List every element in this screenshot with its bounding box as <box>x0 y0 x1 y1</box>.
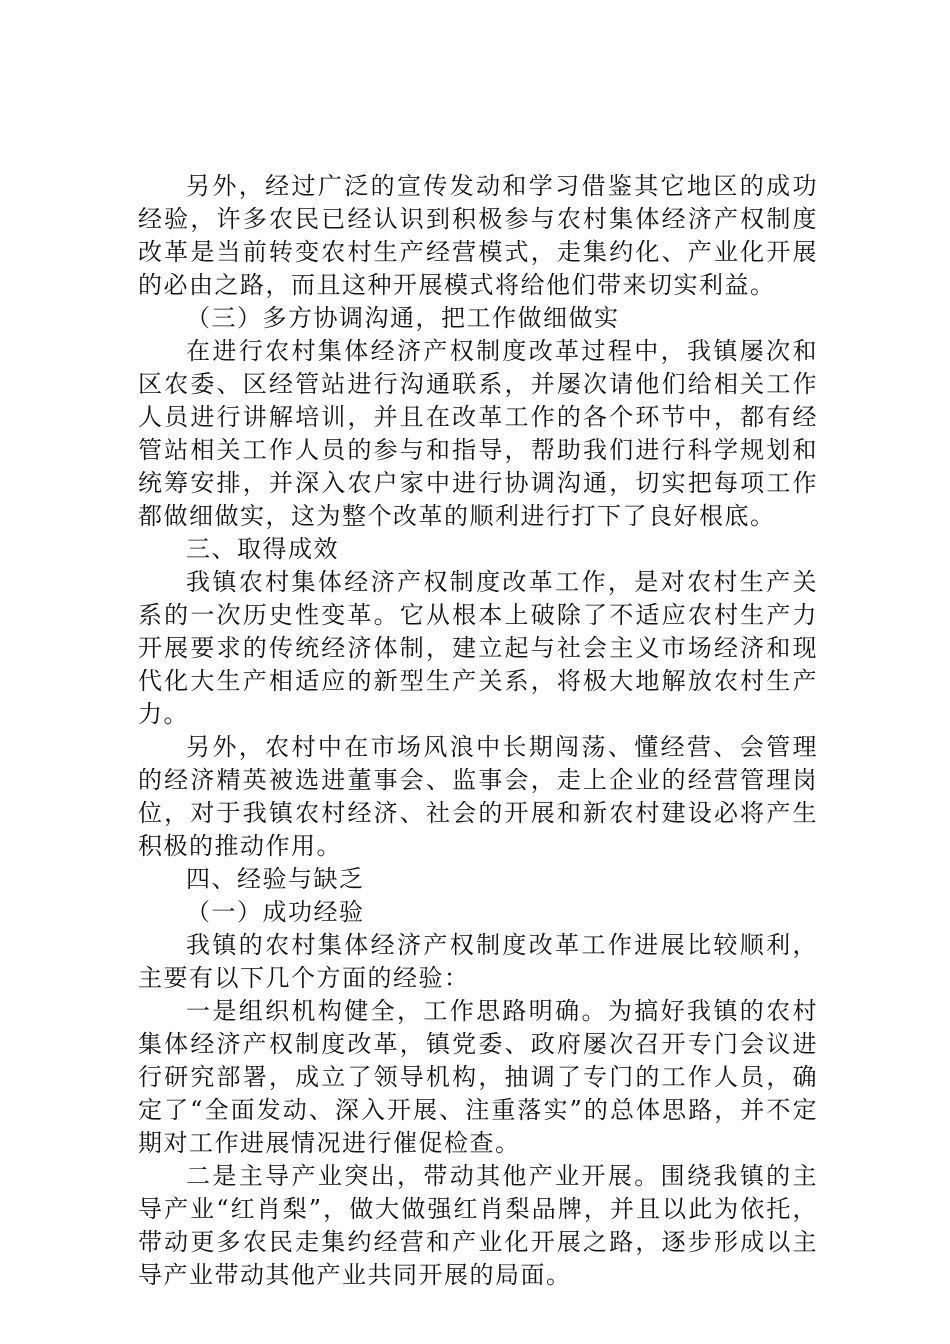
paragraph-4: 另外，农村中在市场风浪中长期闯荡、懂经营、会管理的经济精英被选进董事会、监事会，走上企业的经营管理岗位，对于我镇农村经济、社会的开展和新农村建设必将产生积极的推动作用。 <box>138 733 818 860</box>
section-heading-3: 三、取得成效 <box>186 535 339 563</box>
section-heading-4: 四、经验与缺乏 <box>186 865 365 893</box>
document-body <box>138 170 818 1292</box>
subsection-heading-3: （三）多方协调沟通，把工作做细做实 <box>186 304 620 332</box>
subsection-heading-1: （一）成功经验 <box>186 898 365 926</box>
paragraph-1: 另外，经过广泛的宣传发动和学习借鉴其它地区的成功经验，许多农民已经认识到积极参与农村集体经济产权制度改革是当前转变农村生产经营模式，走集约化、产业化开展的必由之路，而且这种开展模式将给他们带来切实利益。 <box>138 172 818 299</box>
paragraph-7: 二是主导产业突出，带动其他产业开展。围绕我镇的主导产业“红肖梨”，做大做强红肖梨品牌，并且以此为依托，带动更多农民走集约经营和产业化开展之路，逐步形成以主导产业带动其他产业共同开展的局面。 <box>138 1162 818 1289</box>
paragraph-6: 一是组织机构健全，工作思路明确。为搞好我镇的农村集体经济产权制度改革，镇党委、政府屡次召开专门会议进行研究部署，成立了领导机构，抽调了专门的工作人员，确定了“全面发动、深入开展、注重落实”的总体思路，并不定期对工作进展情况进行催促检查。 <box>138 997 818 1157</box>
paragraph-2: 在进行农村集体经济产权制度改革过程中，我镇屡次和区农委、区经管站进行沟通联系，并屡次请他们给相关工作人员进行讲解培训，并且在改革工作的各个环节中，都有经管站相关工作人员的参与和指导，帮助我们进行科学规划和统筹安排，并深入农户家中进行协调沟通，切实把每项工作都做细做实，这为整个改革的顺利进行打下了良好根底。 <box>138 337 818 530</box>
paragraph-5: 我镇的农村集体经济产权制度改革工作进展比较顺利，主要有以下几个方面的经验： <box>138 931 818 992</box>
paragraph-3: 我镇农村集体经济产权制度改革工作，是对农村生产关系的一次历史性变革。它从根本上破除了不适应农村生产力开展要求的传统经济体制，建立起与社会主义市场经济和现代化大生产相适应的新型生产关系，将极大地解放农村生产力。 <box>138 568 818 728</box>
